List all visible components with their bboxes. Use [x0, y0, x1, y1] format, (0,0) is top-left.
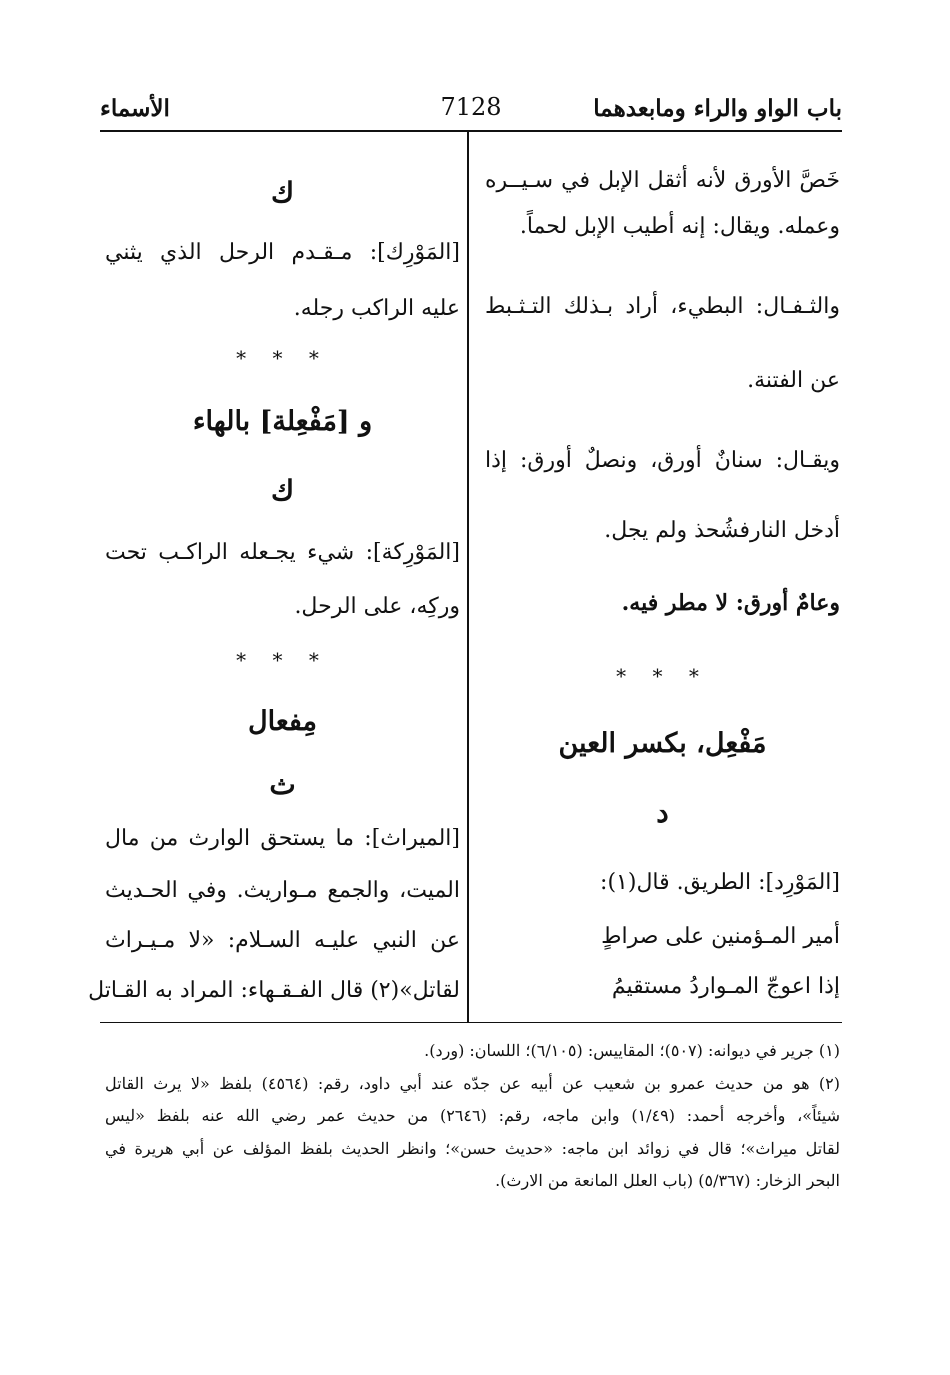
section-heading: مَفْعِل، بكسر العين	[558, 728, 767, 759]
footnote-2-line: لقاتل ميراث»؛ قال في زوائد ابن ماجه: «حديث حسن»؛ وانظر الحديث بلفظ المؤلف عن أبي هريرة في	[105, 1138, 840, 1158]
footnotes	[105, 1035, 840, 1198]
entry-line: [المَوْرِد]: الطريق. قال(١):	[600, 870, 840, 895]
text-line: الميت، والجمع مـواريث. وفي الحـديث	[105, 878, 460, 903]
text-line: لقاتل»(٢) قال الفـقـهاء: المراد به القـاتل	[88, 978, 460, 1003]
entry-line: [المَوْرِك]: مـقـدم الرحل الذي يثني	[105, 240, 460, 265]
column-divider	[467, 132, 469, 1022]
section-separator: * * *	[236, 346, 329, 370]
entry-line: [الميراث]: ما يستحق الوارث من مال	[105, 826, 460, 851]
text-line: ويقـال: سنانٌ أورق، ونصلٌ أورق: إذا	[485, 448, 840, 473]
text-line: عن النبي عليـه السـلام: «لا مـيـراث	[105, 928, 460, 953]
footnote-2-line: (٢) هو من حديث عمرو بن شعيب عن أبيه عن جدّه عند أبي داود، رقم: (٤٥٦٤) بلفظ «لا يرث القاتل	[105, 1073, 841, 1093]
section-heading: و [مَفْعِلة] بالهاء	[192, 406, 373, 437]
footnote-2-line: البحر الزخار: (٥/٣٦٧) (باب العلل المانعة من الارث).	[495, 1171, 840, 1190]
footnote-1: (١) جرير في ديوانه: (٥٠٧)؛ المقاييس: (٦/١٠٥)؛ اللسان: (ورد).	[424, 1041, 840, 1060]
page-header	[100, 95, 842, 129]
text-line: وعامٌ أورق: لا مطر فيه.	[621, 590, 840, 616]
verse-line: أمير المـؤمنين على صراطٍ	[601, 924, 840, 949]
footnote-2-line: شيئاً»، وأخرجه أحمد: (١/٤٩) وابن ماجه، رقم: (٢٦٤٦) من حديث عمر رضي الله عنه بلفظ «ليس	[105, 1106, 841, 1125]
page-number: 7128	[440, 93, 502, 121]
section-title: الأسماء	[100, 95, 170, 122]
text-line: خَصَّ الأورق لأنه أثقل الإبل في سـيــره	[485, 168, 840, 193]
section-separator: * * *	[236, 648, 329, 672]
text-line: وركِه، على الرحل.	[294, 594, 460, 619]
section-heading: مِفعال	[248, 706, 317, 737]
text-line: والثـفـال: البطيء، أراد بـذلك التـثـبط	[485, 294, 840, 319]
letter-heading: ك	[270, 176, 295, 209]
letter-heading: ك	[270, 474, 295, 507]
header-rule	[100, 130, 842, 132]
text-line: وعمله. ويقال: إنه أطيب الإبل لحماً.	[519, 214, 840, 239]
text-line: عليه الراكب رجله.	[293, 296, 460, 321]
entry-line: [المَوْرِكة]: شيء يجـعله الراكـب تحت	[105, 540, 460, 565]
text-line: أدخل النارفشُحذ ولم يجل.	[604, 518, 840, 543]
letter-heading: د	[656, 796, 669, 829]
text-line: عن الفتنة.	[747, 368, 840, 393]
footnote-rule	[100, 1022, 842, 1023]
chapter-title: باب الواو والراء ومابعدهما	[593, 95, 842, 122]
verse-line: إذا اعوجّ المـواردُ مستقيمُ	[611, 974, 840, 999]
section-separator: * * *	[616, 664, 709, 688]
letter-heading: ث	[269, 768, 296, 801]
